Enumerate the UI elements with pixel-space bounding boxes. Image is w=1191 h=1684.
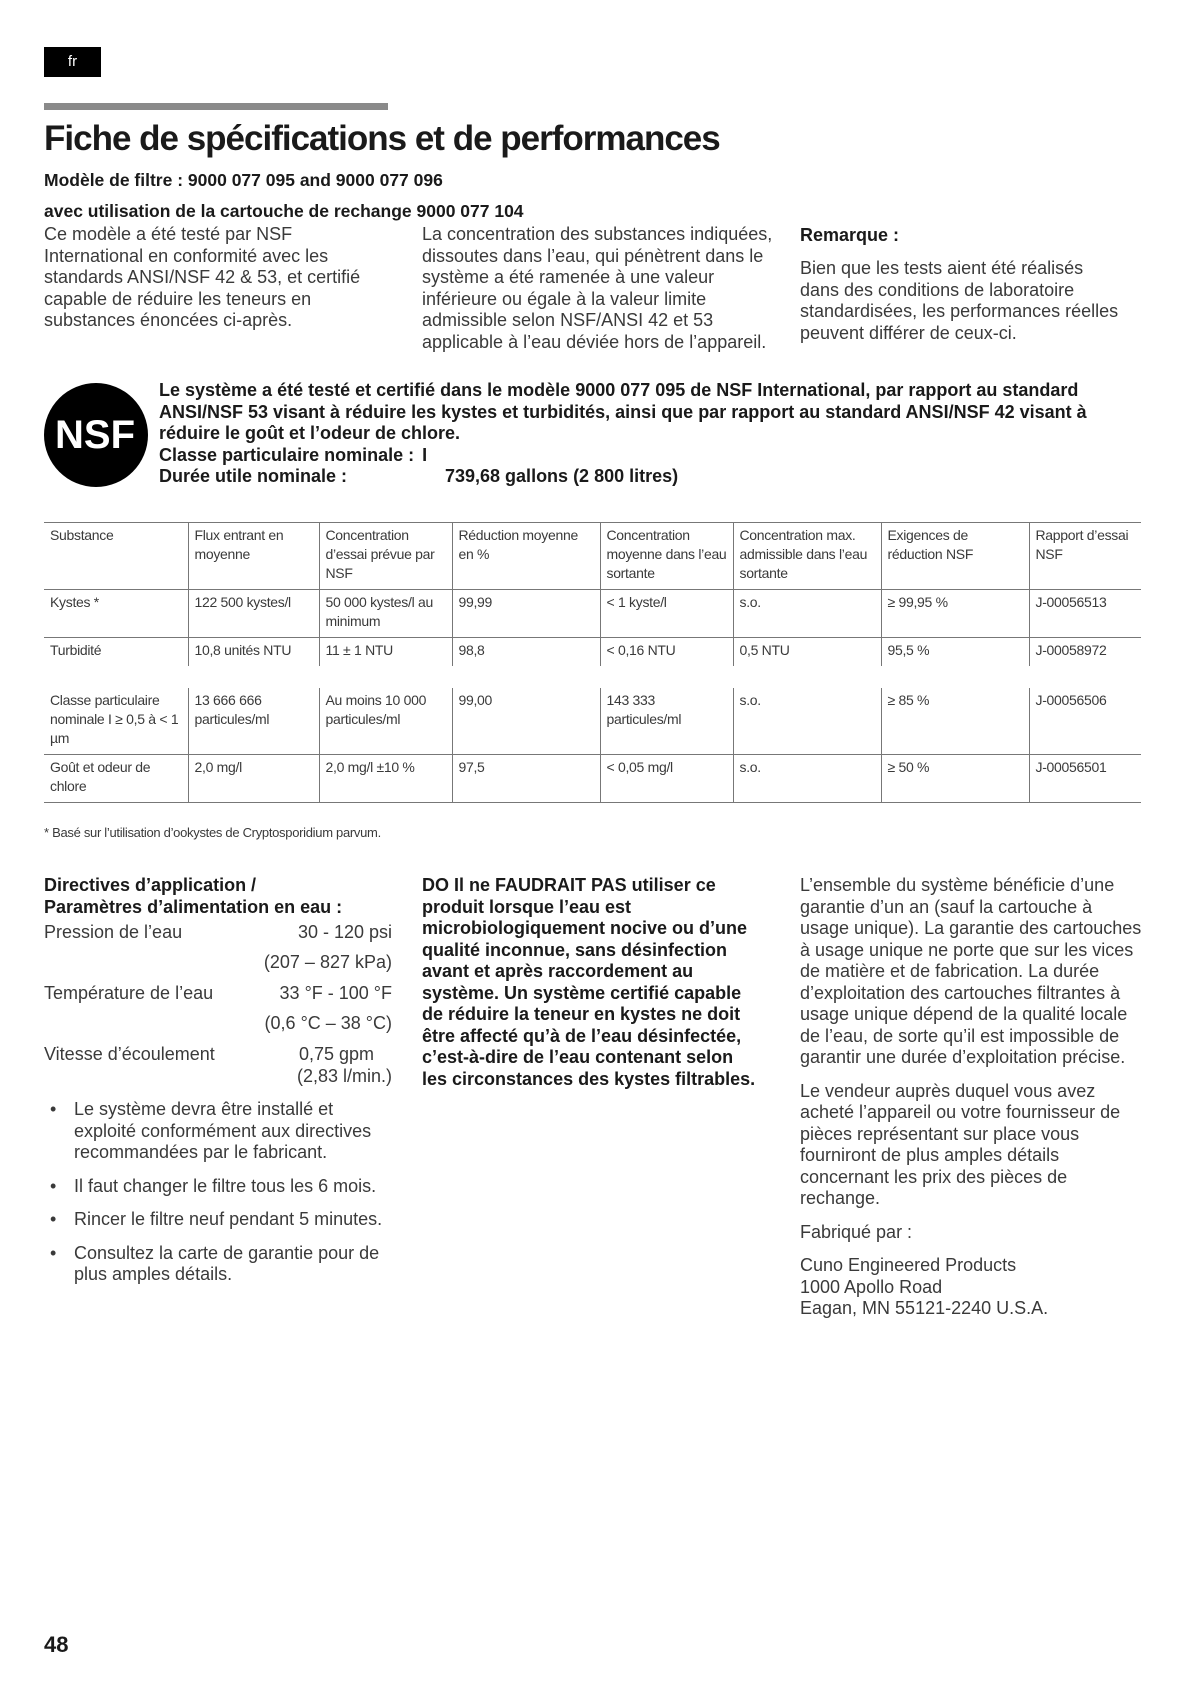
header-cell: Rapport d’essai NSF <box>1029 523 1141 590</box>
class-value: I <box>422 444 428 465</box>
table-cell: Goût et odeur de chlore <box>50 759 151 794</box>
remark-title: Remarque : <box>800 225 900 245</box>
manufacturer-address-line-1: 1000 Apollo Road <box>800 1276 943 1297</box>
table-footnote: * Basé sur l’utilisation d’ookystes de Cryptosporidium parvum. <box>44 825 381 840</box>
param-sub-value: (2,83 l/min.) <box>296 1065 392 1086</box>
intro-text-2: La concentration des substances indiquées, dissoutes dans l’eau, qui pénètrent dans le système a été ramenée à une valeur inférieure ou égale à la valeur limite admissible selon NSF/ANSI 42 et 53 applicable à l’eau déviée hors de l’appareil. <box>422 224 773 352</box>
top-rule <box>44 103 388 110</box>
header-cell: Concentration moyenne dans l’eau sortante <box>600 523 733 590</box>
page-number: 48 <box>44 1632 69 1657</box>
param-value: 0,75 gpm <box>298 1044 374 1064</box>
table-header-row <box>44 523 1141 590</box>
list-item: • Consultez la carte de garantie pour de plus amples détails. <box>50 1242 380 1284</box>
intro-text-1: Ce modèle a été testé par NSF International en conformité avec les standards ANSI/NSF 42 & 53, et certifié capable de réduire les teneurs en substances énoncées ci-après. <box>44 224 361 330</box>
remark-text: Bien que les tests aient été réalisés dans des conditions de laboratoire standardisées, les performances réelles peuvent différer de ceux-ci. <box>800 258 1119 343</box>
header-cell: Réduction moyenne en % <box>452 523 600 590</box>
table-row <box>44 677 1141 755</box>
table-cell: s.o. <box>733 590 881 638</box>
table-cell: 99,99 <box>452 590 600 638</box>
header-cell: Concentration d’essai prévue par NSF <box>319 523 452 590</box>
life-label: Durée utile nominale : <box>159 466 348 486</box>
table-row <box>44 755 1141 803</box>
table-cell: 2,0 mg/l <box>188 755 319 803</box>
filter-model-heading: Modèle de filtre : 9000 077 095 and 9000 077 096 <box>44 170 443 190</box>
table-cell: Kystes * <box>50 594 99 610</box>
language-badge: fr <box>44 47 101 77</box>
table-cell: 13 666 666 particules/ml <box>188 677 319 755</box>
header-cell: Concentration max. admissible dans l’eau sortante <box>733 523 881 590</box>
table-cell: 97,5 <box>452 755 600 803</box>
param-item <box>44 1044 392 1087</box>
table-row <box>44 638 1141 678</box>
param-value: 30 - 120 psi <box>297 922 392 942</box>
param-item <box>44 922 392 973</box>
life-row <box>159 466 1099 488</box>
table-cell: < 0,16 NTU <box>600 638 733 678</box>
header-cell: Substance <box>50 527 114 543</box>
header-cell: Flux entrant en moyenne <box>188 523 319 590</box>
table-cell: s.o. <box>733 755 881 803</box>
certification-text: Le système a été testé et certifié dans le modèle 9000 077 095 de NSF International, par rapport au standard ANSI/NSF 53 visant à réduire les kystes et turbidités, ainsi que par rapport au standard ANSI/NSF 42 visant à réduire le goût et l’odeur de chlore. <box>159 380 1087 443</box>
warning-column <box>422 875 762 1090</box>
table-cell: 2,0 mg/l ±10 % <box>319 755 452 803</box>
nsf-logo-text: NSF <box>55 413 135 457</box>
life-value: 739,68 gallons (2 800 litres) <box>445 466 679 486</box>
warning-text: DO Il ne FAUDRAIT PAS utiliser ce produit lorsque l’eau est microbiologiquement nocive ou d’une qualité inconnue, sans désinfection avant et après raccordement au système. Un système certifié capable de réduire la teneur en kystes ne doit être affecté qu’à de l’eau désinfectée, c’est-à-dire de l’eau contenant selon les circonstances des kystes filtrables. <box>422 875 756 1089</box>
param-label: Vitesse d’écoulement <box>44 1044 215 1064</box>
table-cell: J-00056501 <box>1029 755 1141 803</box>
manufacturer-name: Cuno Engineered Products <box>800 1255 1017 1275</box>
param-label: Température de l’eau <box>44 983 214 1003</box>
performance-table <box>44 522 1141 803</box>
param-value: 33 °F - 100 °F <box>279 983 392 1003</box>
param-label: Pression de l’eau <box>44 922 183 942</box>
table-cell: 50 000 kystes/l au minimum <box>319 590 452 638</box>
table-cell: Au moins 10 000 particules/ml <box>319 677 452 755</box>
table-cell: 11 ± 1 NTU <box>319 638 452 678</box>
page-title: Fiche de spécifications et de performances <box>44 119 720 158</box>
warranty-column <box>800 875 1145 1320</box>
table-cell: 143 333 particules/ml <box>600 677 733 755</box>
directives-column <box>44 875 392 1298</box>
table-cell: ≥ 85 % <box>881 677 1029 755</box>
list-item: • Le système devra être installé et exploité conformément aux directives recommandées par le fabricant. <box>50 1099 372 1162</box>
list-item: • Il faut changer le filtre tous les 6 mois. <box>50 1175 377 1196</box>
table-cell: 122 500 kystes/l <box>188 590 319 638</box>
table-cell: 10,8 unités NTU <box>188 638 319 678</box>
table-cell: < 0,05 mg/l <box>600 755 733 803</box>
table-cell: 99,00 <box>452 677 600 755</box>
table-row <box>44 590 1141 638</box>
cartridge-heading: avec utilisation de la cartouche de rechange 9000 077 104 <box>44 201 524 221</box>
list-item: • Rincer le filtre neuf pendant 5 minutes. <box>50 1209 383 1229</box>
manufacturer-label: Fabriqué par : <box>800 1221 913 1242</box>
directives-list <box>44 1099 392 1286</box>
table-cell: 0,5 NTU <box>733 638 881 678</box>
table-cell: J-00058972 <box>1029 638 1141 678</box>
param-sub-value: (207 – 827 kPa) <box>263 951 392 972</box>
class-label: Classe particulaire nominale : <box>159 444 415 465</box>
class-row <box>159 445 1099 467</box>
table-cell: < 1 kyste/l <box>600 590 733 638</box>
param-item <box>44 983 392 1034</box>
table-cell: 98,8 <box>452 638 600 678</box>
manufacturer-address-line-2: Eagan, MN 55121-2240 U.S.A. <box>800 1298 1049 1318</box>
table-cell: ≥ 99,95 % <box>881 590 1029 638</box>
water-params-heading: Paramètres d’alimentation en eau : <box>44 896 343 917</box>
table-cell: 95,5 % <box>881 638 1029 678</box>
table-cell: Turbidité <box>50 642 102 658</box>
table-cell: J-00056513 <box>1029 590 1141 638</box>
table-cell: ≥ 50 % <box>881 755 1029 803</box>
table-cell: J-00056506 <box>1029 677 1141 755</box>
table-cell: s.o. <box>733 677 881 755</box>
dealer-text: Le vendeur auprès duquel vous avez acheté l’appareil ou votre fournisseur de pièces représentant sur place vous fourniront de plus amples détails concernant les prix des pièces de rechange. <box>800 1080 1121 1208</box>
directives-heading: Directives d’application / <box>44 875 257 895</box>
certification-block <box>159 380 1099 488</box>
nsf-logo <box>44 383 148 487</box>
table-cell: Classe particulaire nominale I ≥ 0,5 à < 1 µm <box>50 692 179 746</box>
warranty-text: L’ensemble du système bénéficie d’une garantie d’un an (sauf la cartouche à usage unique). La garantie des cartouches à usage unique ne porte que sur les vices de matière et de fabrication. La durée d’exploitation des cartouches filtrantes à usage unique dépend de la qualité locale de l’eau, de sorte qu’il est impossible de garantir une durée d’exploitation précise. <box>800 875 1142 1067</box>
header-cell: Exigences de réduction NSF <box>881 523 1029 590</box>
param-sub-value: (0,6 °C – 38 °C) <box>264 1012 392 1033</box>
